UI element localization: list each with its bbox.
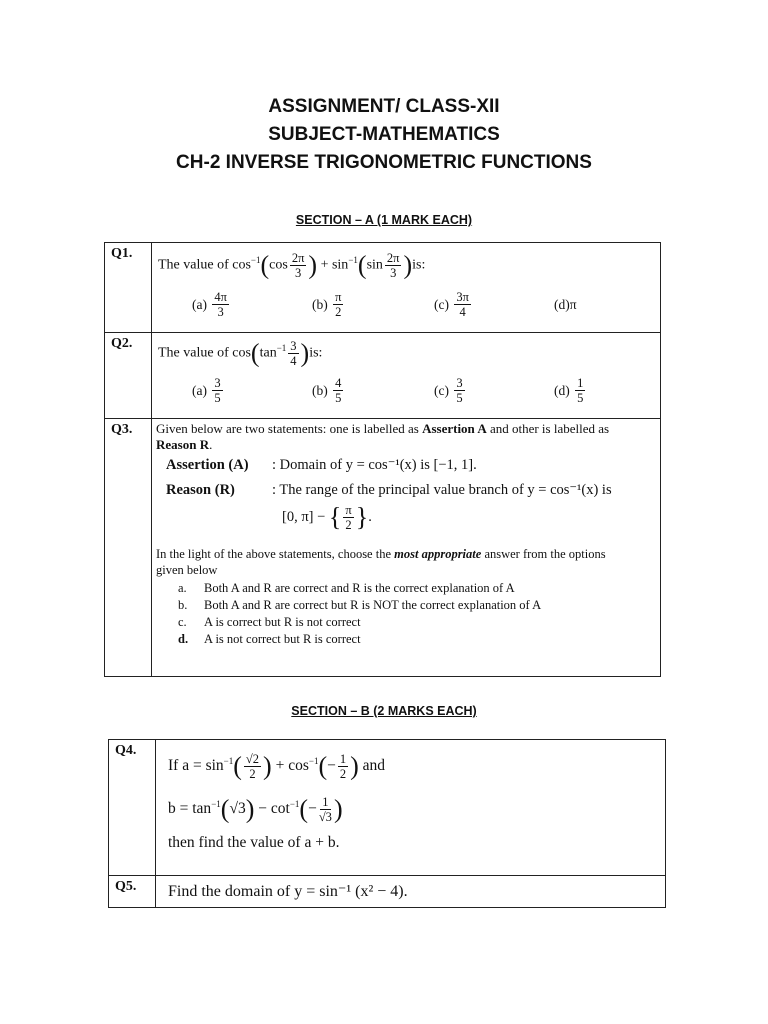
- reason-row: Reason (R) : The range of the principal value branch of y = cos⁻¹(x) is: [166, 482, 612, 498]
- option-c: c. A is correct but R is not correct: [178, 615, 361, 629]
- chapter-title: CH-2 INVERSE TRIGONOMETRIC FUNCTIONS: [176, 152, 592, 173]
- question-stem: The value of $\cos^{-1}(\cos$ $\frac{2\pi}{3}$ ) + $\sin^{-1}(\sin$ $\frac{2\pi}{3}$ )is:: [158, 250, 426, 280]
- assignment-title: ASSIGNMENT/ CLASS-XII: [268, 96, 500, 117]
- question-stem: The value of $\cos(\tan^{-1}$ $\frac{3}{4}$ )is:: [158, 338, 323, 368]
- option-b: (b) $\frac{\pi}{2}$: [312, 290, 342, 319]
- option-a: (a) $\frac{3}{5}$: [192, 376, 221, 405]
- option-d: (d) $\frac{1}{5}$: [554, 376, 584, 405]
- question-body: [152, 333, 661, 419]
- section-a-table: [104, 242, 661, 677]
- option-list: [152, 290, 660, 319]
- option-d: (d) π: [554, 296, 577, 312]
- option-b: b. Both A and R are correct but R is NOT the correct explanation of A: [178, 598, 542, 612]
- option-list: [152, 376, 660, 405]
- question-number: Q5.: [109, 876, 156, 908]
- option-b: (b) $\frac{4}{5}$: [312, 376, 342, 405]
- question-number: Q2.: [105, 333, 152, 419]
- subject-title: SUBJECT-MATHEMATICS: [268, 124, 500, 145]
- q3-options: [178, 580, 656, 648]
- question-body: [152, 419, 661, 677]
- assertion-row: Assertion (A) : Domain of y = cos⁻¹(x) is [−1, 1].: [166, 457, 477, 473]
- q3-intro: Given below are two statements: one is labelled as Assertion A and other is labelled as Reason R.: [156, 421, 610, 452]
- fraction: $\frac{2\pi}{3}$: [386, 251, 400, 280]
- document-header: [0, 93, 768, 177]
- question-number: Q4.: [109, 740, 156, 876]
- option-a: a. Both A and R are correct and R is the correct explanation of A: [178, 581, 515, 595]
- q4-line-a: If $a = \sin^{-1}$( $\frac{√2}{2}$ ) + $\cos^{-1}(-$ $\frac{1}{2}$ ) and: [168, 751, 386, 782]
- option-d: d. A is not correct but R is correct: [178, 632, 361, 646]
- section-a-heading: SECTION – A (1 MARK EACH): [295, 213, 473, 227]
- q3-instruction: In the light of the above statements, choose the most appropriate answer from the options given below: [156, 547, 606, 577]
- question-number: Q1.: [105, 243, 152, 333]
- question-row-q1: [105, 243, 661, 333]
- reason-set: [0, π] − { $\frac{\pi}{2}$ }.: [282, 502, 372, 532]
- question-body: [156, 740, 666, 876]
- question-number: Q3.: [105, 419, 152, 677]
- question-row-q4: [109, 740, 666, 876]
- question-row-q2: [105, 333, 661, 419]
- question-body: [152, 243, 661, 333]
- section-b-heading: SECTION – B (2 MARKS EACH): [291, 704, 477, 718]
- question-row-q3: [105, 419, 661, 677]
- q5-text: Find the domain of y = sin⁻¹ (x² − 4).: [168, 883, 408, 900]
- q4-line-b: $b = \tan^{-1}(√3) - \cot^{-1}(-$ $\frac{1}{√3}$ ): [168, 794, 343, 825]
- option-c: (c) $\frac{3}{5}$: [434, 376, 463, 405]
- section-b-table: [108, 739, 666, 908]
- fraction: $\frac{2\pi}{3}$: [291, 251, 305, 280]
- option-a: (a) $\frac{4\pi}{3}$: [192, 290, 227, 319]
- option-c: (c) $\frac{3\pi}{4}$: [434, 290, 469, 319]
- question-row-q5: [109, 876, 666, 908]
- q4-line-c: then find the value of a + b.: [168, 834, 340, 852]
- question-body: [156, 876, 666, 908]
